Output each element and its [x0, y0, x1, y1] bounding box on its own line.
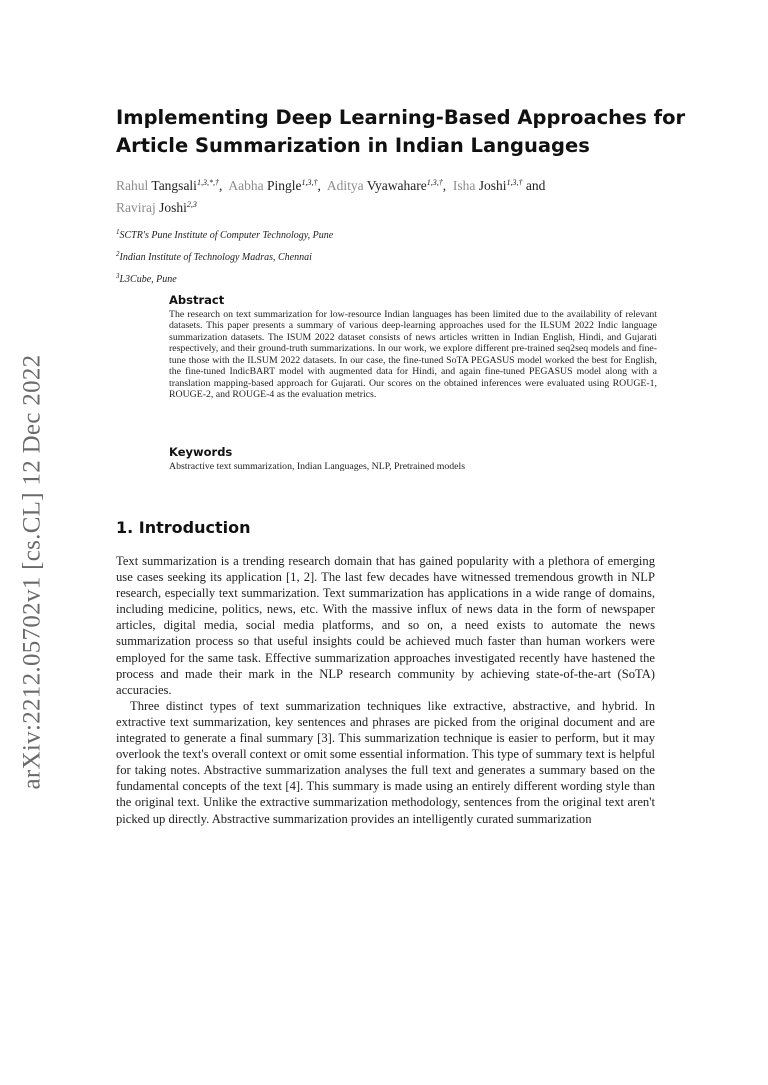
author: Rahul Tangsali$^{1,3,*,\dagger}$ [116, 178, 219, 193]
body-paragraph: Three distinct types of text summarization techniques like extractive, abstractive, and hybrid. In extractive text summarization, key sentences and phrases are picked from the original document and are integrated to generate a final summary [3]. This summarization technique is easier to perform, but it may overlook the text's overall context or omit some essential information. This type of summary text is helpful for taking notes. Abstractive summarization analyses the full text and generates a summary based on the fundamental concepts of the text [4]. This summary is made using an entirely different wording style than the original text. Unlike the extractive summarization methodology, sentences from the original text aren't picked up directly. Abstractive summarization provides an intelligently curated summarization [116, 698, 655, 826]
authors-and: and [525, 178, 546, 193]
author: Aditya Vyawahare$^{1,3,\dagger}$ [326, 178, 443, 193]
introduction-heading: 1. Introduction [116, 518, 251, 537]
abstract-heading: Abstract [169, 293, 225, 307]
affiliation-item: $^2$Indian Institute of Technology Madras, Chennai [116, 250, 312, 263]
arxiv-sidebar-stamp [10, 332, 54, 812]
author: Aabha Pingle$^{1,3,\dagger}$ [228, 178, 318, 193]
body-paragraph: Text summarization is a trending research domain that has gained popularity with a plethora of emerging use cases seeking its application [1, 2]. The last few decades have witnessed tremendous growth in NLP research, especially text summarization. Text summarization has applications in a wide range of domains, including medicine, politics, news, etc. With the massive influx of news data in the form of newspaper articles, digital media, social media platforms, and so on, a need exists to automate the news summarization process so that useful insights could be achieved much faster than human workers were employed for the same task. Effective summarization approaches investigated recently have hastened the process and made their mark in the NLP research community by achieving state-of-the-art (SoTA) accuracies. [116, 554, 655, 697]
affiliation-item: $^3$L3Cube, Pune [116, 272, 177, 285]
title-line-2: Article Summarization in Indian Languages [116, 134, 590, 157]
author-line-2 [116, 195, 656, 217]
arxiv-identifier: arXiv:2212.05702v1 [cs.CL] 12 Dec 2022 [18, 354, 45, 790]
author: Raviraj Joshi$^{2,3}$ [116, 200, 197, 215]
introduction-body [116, 553, 655, 827]
keywords-text: Abstractive text summarization, Indian Languages, NLP, Pretrained models [169, 461, 466, 472]
keywords-heading: Keywords [169, 445, 233, 459]
author-list [116, 173, 656, 217]
author: Isha Joshi$^{1,3,\dagger}$ [452, 178, 523, 193]
paper-title [116, 104, 686, 160]
abstract-section [169, 292, 657, 401]
keywords-section [169, 444, 657, 473]
affiliations [116, 223, 516, 289]
affiliation-item: $^1$SCTR's Pune Institute of Computer Technology, Pune [116, 228, 334, 241]
author-line-1: Rahul Tangsali$^{1,3,*,\dagger}$, Aabha Pingle$^{1,3,\dagger}$, Aditya Vyawahare$^{1,3,\dagger}$, Isha Joshi$^{1,3,\dagger}$ and [116, 178, 546, 193]
title-line-1: Implementing Deep Learning-Based Approaches for [116, 106, 686, 129]
abstract-text: The research on text summarization for low-resource Indian languages has been limited due to the availability of relevant datasets. This paper presents a summary of various deep-learning approaches used for the ILSUM 2022 Indic language summarization datasets. The ISUM 2022 dataset consists of news articles written in Indian English, Hindi, and Gujarati respectively, and their ground-truth summarizations. In our work, we explore different pre-trained seq2seq models and fine-tune those with the ILSUM 2022 datasets. In our case, the fine-tuned SoTA PEGASUS model worked the best for English, the fine-tuned IndicBART model with augmented data for Hindi, and again fine-tuned PEGASUS model along with a translation mapping-based approach for Gujarati. Our scores on the obtained inferences were evaluated using ROUGE-1, ROUGE-2, and ROUGE-4 as the evaluation metrics. [169, 309, 657, 401]
